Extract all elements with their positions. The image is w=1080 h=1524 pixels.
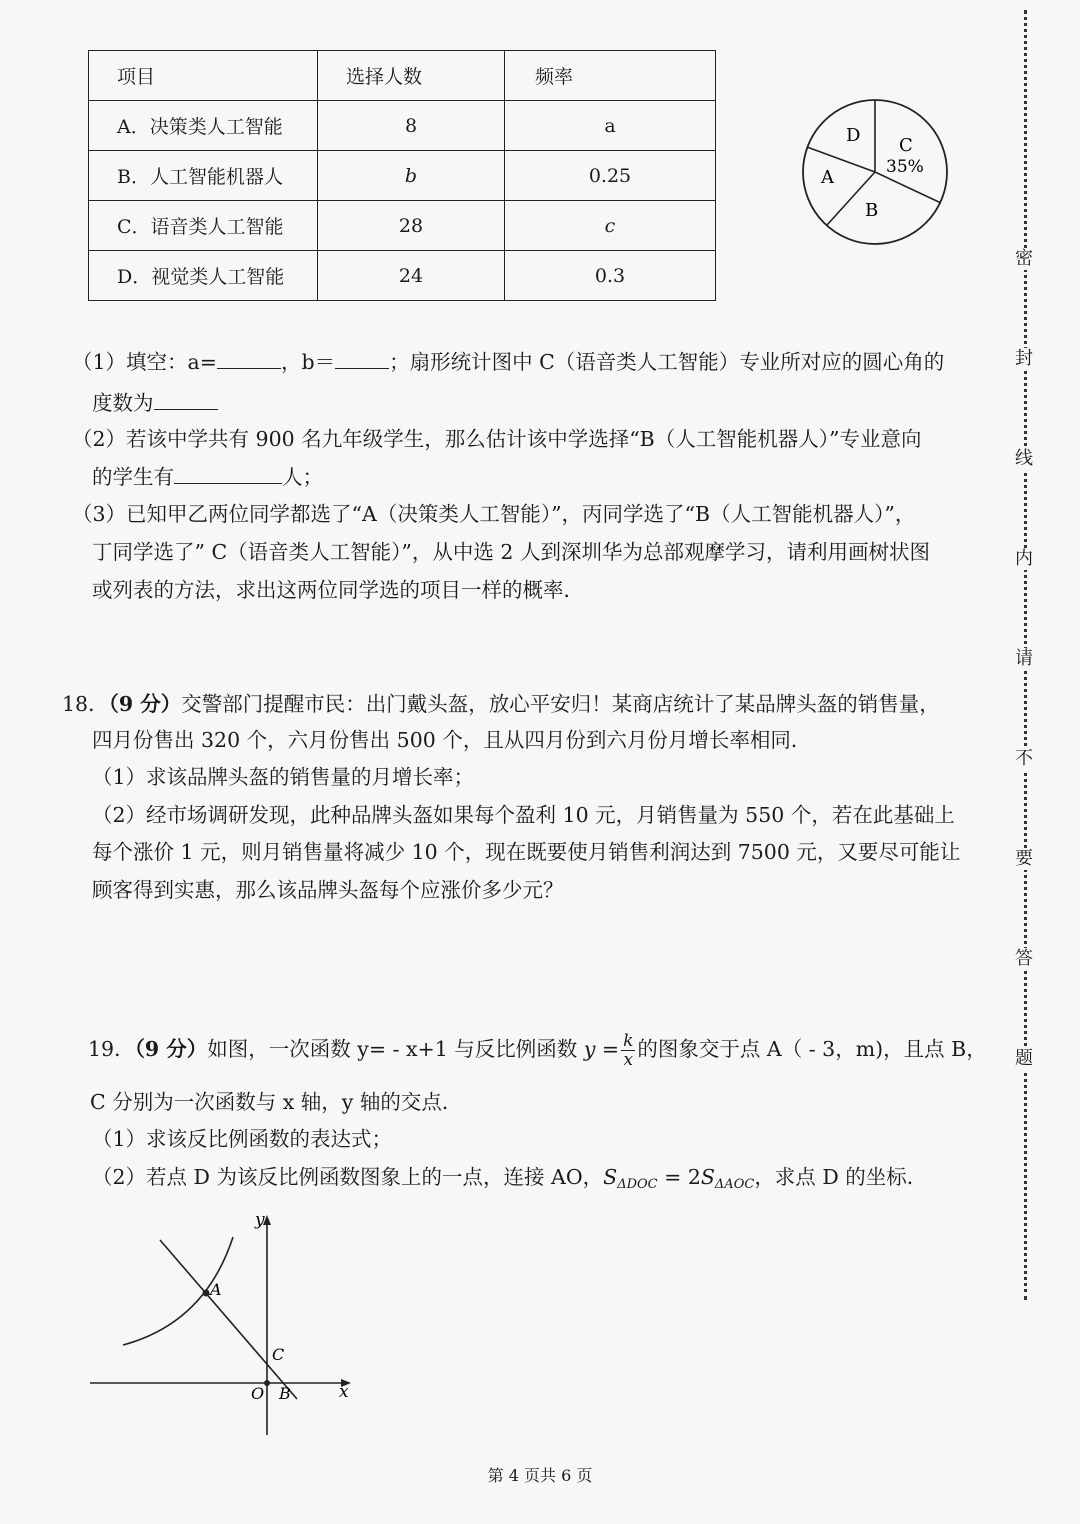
q19-line1 bbox=[88, 1030, 987, 1069]
q18-line2: 四月份售出 320 个，六月份售出 500 个，且从四月份到六月份月增长率相同． bbox=[92, 728, 812, 752]
binding-char: 请 bbox=[1015, 648, 1033, 669]
q18-line6: 顾客得到实惠，那么该品牌头盔每个应涨价多少元？ bbox=[92, 878, 564, 902]
q17-p1-text-a: （1）填空：a= bbox=[72, 350, 217, 374]
q19-func-y: y = bbox=[583, 1037, 620, 1061]
q19-line2: C 分别为一次函数与 x 轴，y 轴的交点． bbox=[90, 1090, 463, 1114]
binding-char: 答 bbox=[1015, 948, 1033, 969]
q17-part2-line1: （2）若该中学共有 900 名九年级学生，那么估计该中学选择“B（人工智能机器人）”专业意向 bbox=[72, 427, 922, 451]
q18-text: 交警部门提醒市民：出门戴头盔，放心平安归！某商店统计了某品牌头盔的销售量， bbox=[181, 692, 940, 716]
answer-blank bbox=[335, 348, 389, 369]
q17-p2-text-b: 的学生有 bbox=[92, 465, 174, 489]
q19-fraction bbox=[621, 1032, 635, 1069]
fraction-numerator: k bbox=[623, 1031, 634, 1051]
q18-score: （9 分） bbox=[108, 692, 182, 716]
q18-line4: （2）经市场调研发现，此种品牌头盔如果每个盈利 10 元，月销售量为 550 个，若在此基础上 bbox=[92, 803, 955, 827]
binding-char: 要 bbox=[1015, 848, 1033, 869]
answer-blank bbox=[217, 348, 281, 369]
q17-part3-line2: 丁同学选了” C（语音类人工智能）”，从中选 2 人到深圳华为总部观摩学习，请利用画树状图 bbox=[92, 540, 930, 564]
q18-line1 bbox=[62, 690, 940, 718]
binding-char: 题 bbox=[1015, 1048, 1033, 1069]
q19-text-b: ，求点 D 的坐标． bbox=[754, 1165, 928, 1189]
binding-char: 不 bbox=[1015, 748, 1033, 769]
q17-part1-line1 bbox=[72, 348, 944, 376]
equals-two: = 2 bbox=[657, 1165, 701, 1189]
label-o: O bbox=[251, 1384, 265, 1403]
q19-line3: （1）求该反比例函数的表达式； bbox=[92, 1127, 393, 1151]
cell-count: b bbox=[318, 151, 505, 201]
cell-item: D．视觉类人工智能 bbox=[89, 251, 318, 301]
point-o bbox=[264, 1380, 270, 1386]
q19-line4 bbox=[92, 1163, 927, 1199]
cell-freq: a bbox=[505, 101, 716, 151]
cell-count: 8 bbox=[318, 101, 505, 151]
pie-divider bbox=[807, 147, 875, 172]
table-row bbox=[89, 151, 716, 201]
binding-char: 封 bbox=[1015, 348, 1033, 369]
q17-p2-text-c: 人； bbox=[282, 465, 323, 489]
q19-text-a: （2）若点 D 为该反比例函数图象上的一点，连接 AO， bbox=[92, 1165, 604, 1189]
table-header-row bbox=[89, 51, 716, 101]
pie-label-b: B bbox=[865, 200, 879, 221]
table-row bbox=[89, 201, 716, 251]
q17-part1-line2 bbox=[92, 389, 218, 417]
cell-count: 24 bbox=[318, 251, 505, 301]
pie-label-c: C bbox=[899, 135, 913, 156]
table-row bbox=[89, 251, 716, 301]
area-subscript: ΔAOC bbox=[714, 1177, 755, 1192]
cell-item: A．决策类人工智能 bbox=[89, 101, 318, 151]
pie-label-d: D bbox=[846, 125, 861, 146]
answer-blank bbox=[174, 463, 282, 484]
q17-part3-line3: 或列表的方法，求出这两位同学选的项目一样的概率． bbox=[92, 578, 584, 602]
cell-item: C．语音类人工智能 bbox=[89, 201, 318, 251]
cell-freq: 0.3 bbox=[505, 251, 716, 301]
function-graph bbox=[85, 1205, 365, 1445]
label-b: B bbox=[279, 1384, 291, 1403]
pie-chart bbox=[795, 95, 955, 255]
cell-count: 28 bbox=[318, 201, 505, 251]
label-c: C bbox=[272, 1345, 285, 1364]
q17-p1-text-c: ；扇形统计图中 C（语音类人工智能）专业所对应的圆心角的 bbox=[389, 350, 945, 374]
binding-char: 密 bbox=[1015, 248, 1033, 269]
header-freq: 频率 bbox=[505, 51, 716, 101]
label-x: x bbox=[339, 1382, 349, 1402]
q17-part3-line1: （3）已知甲乙两位同学都选了“A（决策类人工智能）”，丙同学选了“B（人工智能机器人）”， bbox=[72, 502, 916, 526]
q19-number: 19． bbox=[88, 1037, 135, 1061]
cell-item: B．人工智能机器人 bbox=[89, 151, 318, 201]
area-subscript: ΔDOC bbox=[617, 1177, 658, 1192]
fraction-denominator: x bbox=[623, 1050, 634, 1070]
q17-p1-text-b: ，b＝ bbox=[280, 350, 336, 374]
q19-text-a: 如图，一次函数 y= - x+1 与反比例函数 bbox=[207, 1037, 578, 1061]
cell-freq: 0.25 bbox=[505, 151, 716, 201]
pie-label-c-percent: 35% bbox=[886, 157, 924, 177]
point-a bbox=[203, 1290, 210, 1297]
q18-number: 18． bbox=[62, 692, 109, 716]
header-count: 选择人数 bbox=[318, 51, 505, 101]
area-symbol: S bbox=[603, 1165, 618, 1189]
table-row bbox=[89, 101, 716, 151]
page-footer: 第 4 页共 6 页 bbox=[487, 1466, 593, 1485]
q18-line5: 每个涨价 1 元，则月销售量将减少 10 个，现在既要使月销售利润达到 7500 元，又要尽可能让 bbox=[92, 840, 961, 864]
binding-char: 线 bbox=[1015, 448, 1033, 469]
binding-char: 内 bbox=[1015, 548, 1033, 569]
stats-table bbox=[88, 50, 716, 301]
answer-blank bbox=[154, 389, 218, 410]
label-y: y bbox=[255, 1210, 265, 1230]
q18-line3: （1）求该品牌头盔的销售量的月增长率； bbox=[92, 765, 475, 789]
linear-function-line bbox=[160, 1240, 297, 1399]
label-a: A bbox=[210, 1280, 222, 1299]
q19-text-b: 的图象交于点 A（ - 3，m)，且点 B， bbox=[637, 1037, 987, 1061]
q17-p1-text-d: 度数为 bbox=[92, 391, 154, 415]
header-item: 项目 bbox=[89, 51, 318, 101]
pie-label-a: A bbox=[821, 167, 834, 188]
cell-freq: c bbox=[505, 201, 716, 251]
area-symbol: S bbox=[700, 1165, 715, 1189]
q17-part2-line2 bbox=[92, 463, 323, 491]
q19-score: （9 分） bbox=[134, 1037, 208, 1061]
